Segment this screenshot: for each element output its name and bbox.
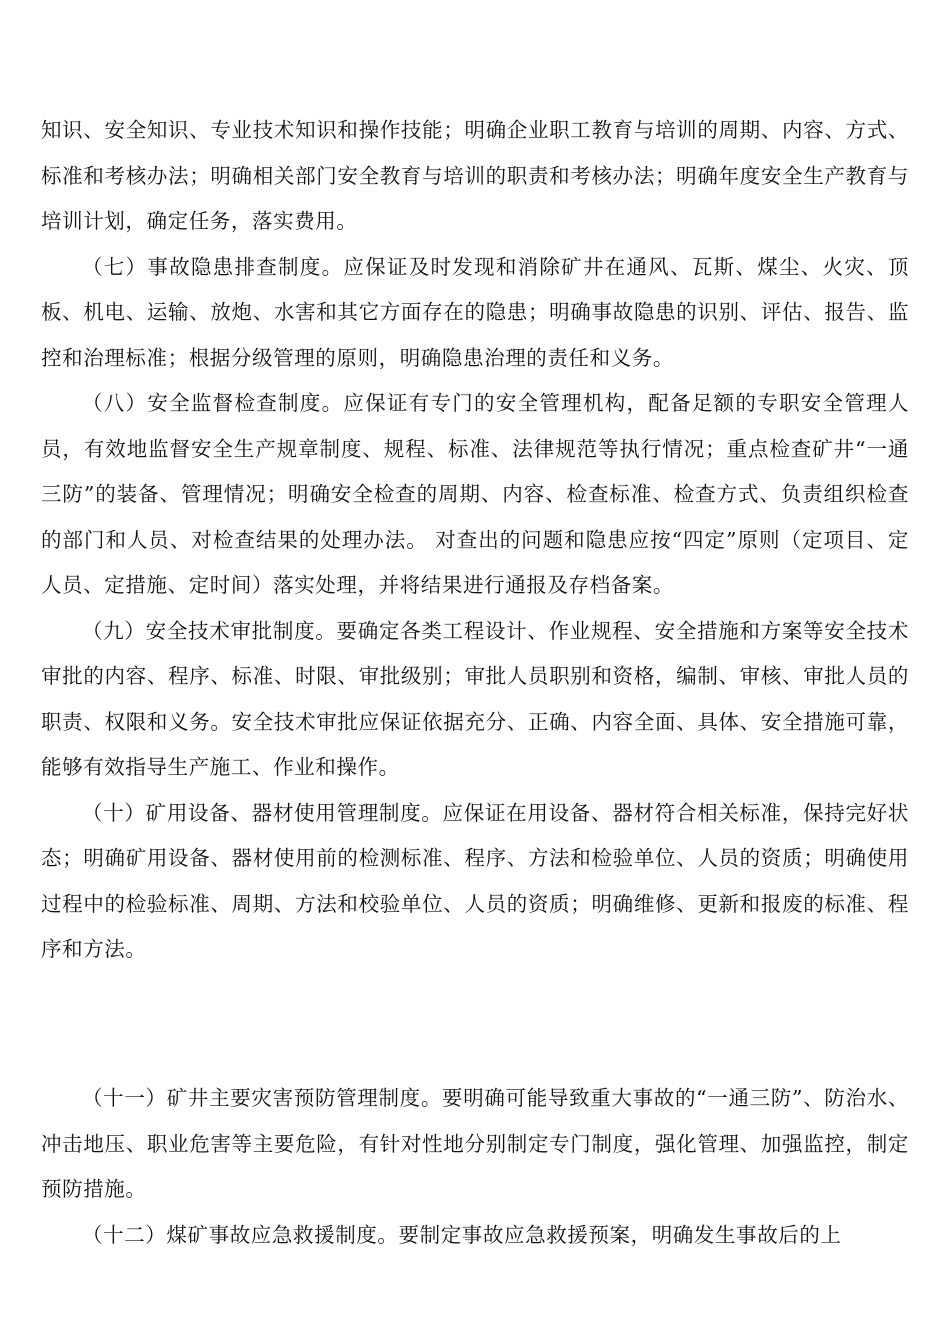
paragraph-safety-supervision: （八）安全监督检查制度。应保证有专门的安全管理机构，配备足额的专职安全管理人员，有效地监督安全生产规章制度、规程、标准、法律规范等执行情况；重点检查矿井“一通三防”的装备、管理情况；明确安全检查的周期、内容、检查标准、检查方式、负责组织检查的部门和人员、对检查结果的处理办法。 对查出的问题和隐患应按“四定”原则（定项目、定人员、定措施、定时间）落实处理，并将结果进行通报及存档备案。 <box>41 391 909 597</box>
paragraph-training-continuation: 知识、安全知识、专业技术知识和操作技能；明确企业职工教育与培训的周期、内容、方式、标准和考核办法；明确相关部门安全教育与培训的职责和考核办法；明确年度安全生产教育与培训计划，确定任务，落实费用。 <box>41 118 909 233</box>
paragraph-hazard-inspection: （七）事故隐患排查制度。应保证及时发现和消除矿井在通风、瓦斯、煤尘、火灾、顶板、机电、运输、放炮、水害和其它方面存在的隐患；明确事故隐患的识别、评估、报告、监控和治理标准；根据分级管理的原则，明确隐患治理的责任和义务。 <box>41 254 909 370</box>
document-body-upper <box>41 108 909 973</box>
paragraph-disaster-prevention: （十一）矿井主要灾害预防管理制度。要明确可能导致重大事故的“一通三防”、防治水、冲击地压、职业危害等主要危险，有针对性地分别制定专门制度，强化管理、加强监控，制定预防措施。 <box>41 1086 909 1201</box>
paragraph-emergency-rescue: （十二）煤矿事故应急救援制度。要制定事故应急救援预案，明确发生事故后的上 <box>82 1222 842 1247</box>
paragraph-equipment-management: （十）矿用设备、器材使用管理制度。应保证在用设备、器材符合相关标准，保持完好状态；明确矿用设备、器材使用前的检测标准、程序、方法和检验单位、人员的资质；明确使用过程中的检验标准、周期、方法和校验单位、人员的资质；明确维修、更新和报废的标准、程序和方法。 <box>41 800 909 961</box>
paragraph-technical-approval: （九）安全技术审批制度。要确定各类工程设计、作业规程、安全措施和方案等安全技术审批的内容、程序、标准、时限、审批级别；审批人员职别和资格，编制、审核、审批人员的职责、权限和义务。安全技术审批应保证依据充分、正确、内容全面、具体、安全措施可靠，能够有效指导生产施工、作业和操作。 <box>41 618 909 779</box>
document-body-lower <box>41 1076 909 1258</box>
